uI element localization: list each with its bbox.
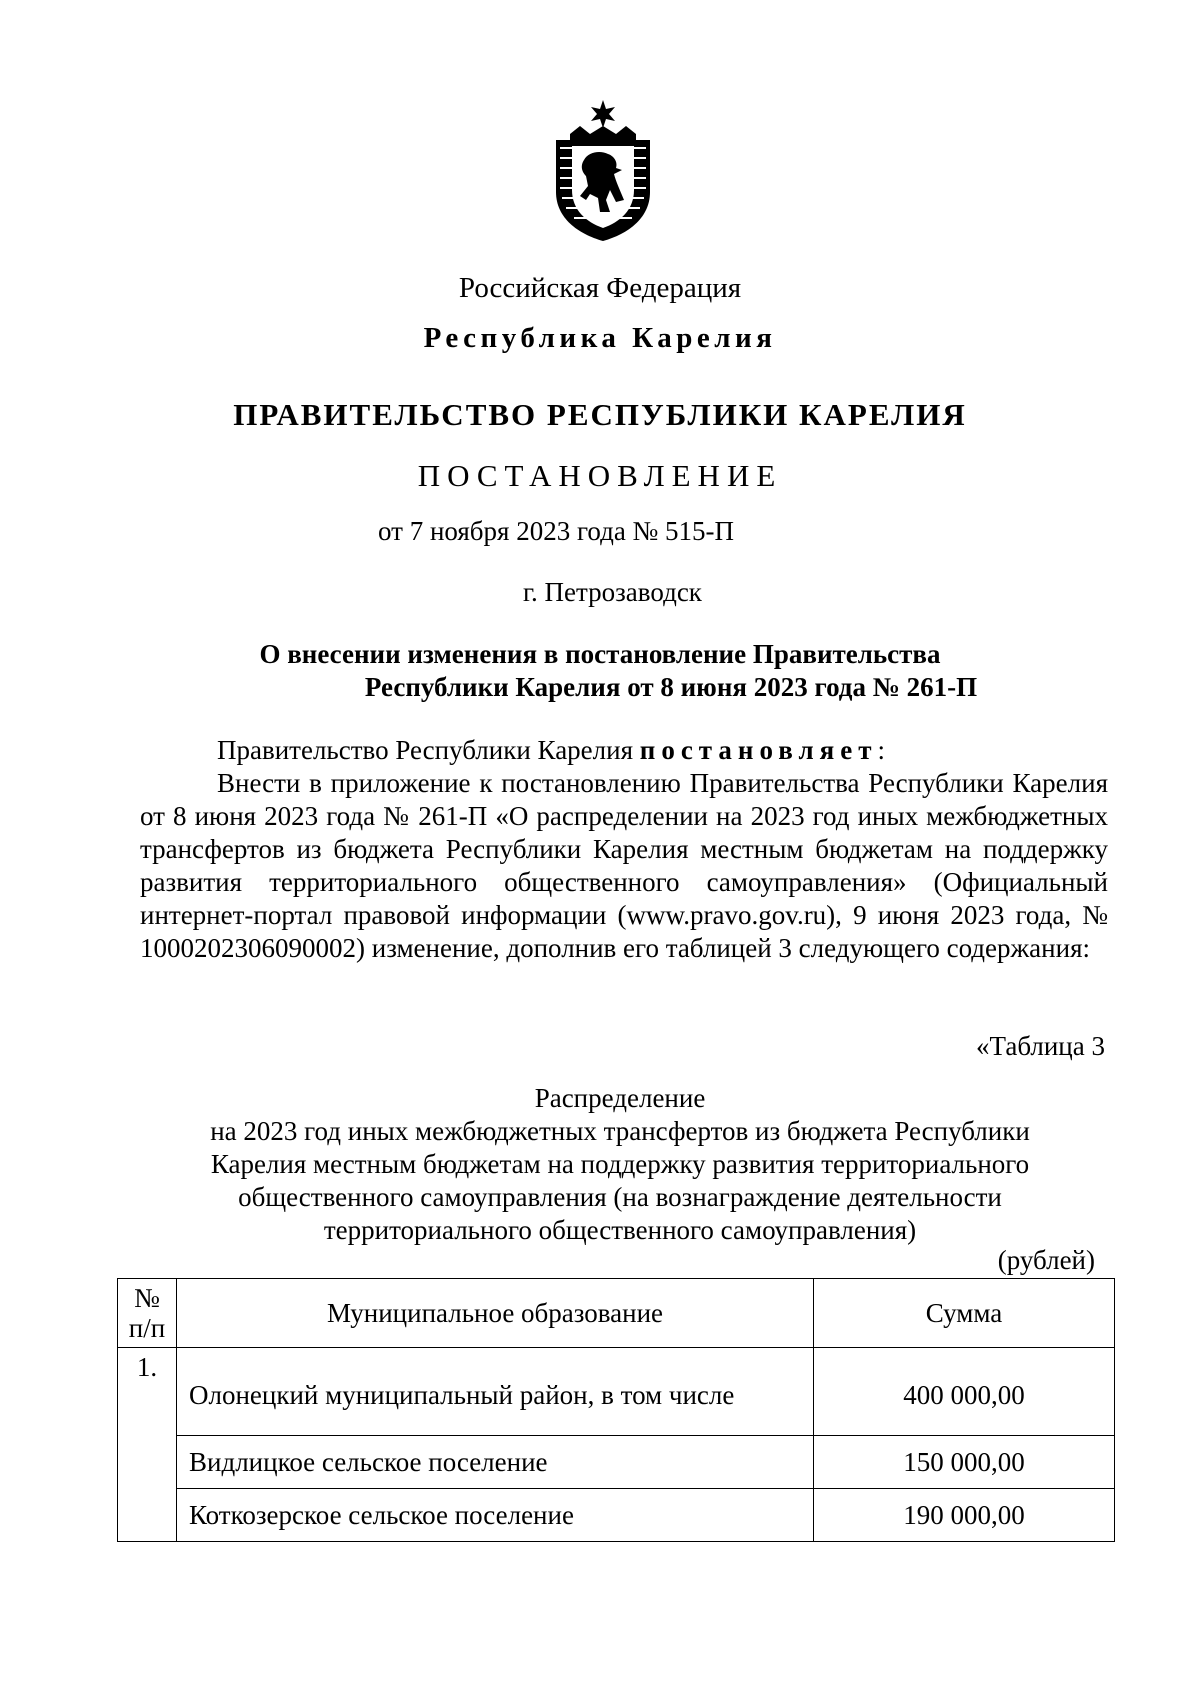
resolve-prefix: Правительство Республики Карелия [217, 735, 640, 765]
table-header-row [118, 1279, 1115, 1348]
subject-line-1: О внесении изменения в постановление Правительства [259, 639, 941, 669]
government-name: ПРАВИТЕЛЬСТВО РЕСПУБЛИКИ КАРЕЛИЯ [233, 397, 967, 432]
table-label: «Таблица 3 [976, 1031, 1105, 1061]
amount: 400 000,00 [814, 1348, 1115, 1436]
distribution-title-line: общественного самоуправления (на вознаграждение деятельности [238, 1182, 1002, 1212]
table-row [118, 1489, 1115, 1542]
main-paragraph: Внести в приложение к постановлению Правительства Республики Карелия от 8 июня 2023 года № 261-П «О распределении на 2023 год иных межбюджетных трансфертов из бюджета Республики Карелия местным бюджетам на поддержку развития территориального общественного самоуправления» (Официальный интернет-портал правовой информации (www.pravo.gov.ru), 9 июня 2023 года, № 1000202306090002) изменение, дополнив его таблицей 3 следующего содержания: [140, 768, 1108, 963]
municipality-name: Коткозерское сельское поселение [177, 1489, 814, 1542]
decree-subject [150, 638, 1050, 704]
distribution-title-line: территориального общественного самоуправления) [323, 1215, 917, 1245]
allocation-table [117, 1278, 1115, 1542]
column-header-sum: Сумма [814, 1279, 1115, 1348]
resolve-word: постановляет [639, 735, 878, 765]
amount: 150 000,00 [814, 1436, 1115, 1489]
resolve-suffix: : [877, 735, 886, 765]
units-label: (рублей) [997, 1245, 1095, 1275]
distribution-title-line: Распределение [534, 1083, 706, 1113]
subject-line-2: Республики Карелия от 8 июня 2023 года № 261-П [364, 672, 978, 702]
column-header-number-line2: п/п [128, 1313, 166, 1343]
municipality-name: Видлицкое сельское поселение [177, 1436, 814, 1489]
resolve-paragraph [140, 734, 1108, 767]
distribution-title-line: Карелия местным бюджетам на поддержку развития территориального [210, 1149, 1030, 1179]
column-header-number-line1: № [134, 1283, 160, 1313]
republic-name: Республика Карелия [423, 322, 777, 354]
distribution-title-line: на 2023 год иных межбюджетных трансфертов из бюджета Республики [210, 1116, 1030, 1146]
table-row [118, 1348, 1115, 1436]
amount: 190 000,00 [814, 1489, 1115, 1542]
distribution-title [100, 1082, 1140, 1247]
country-name: Российская Федерация [458, 272, 742, 304]
decree-date-number: от 7 ноября 2023 года № 515-П [378, 516, 735, 546]
table-row [118, 1436, 1115, 1489]
document-type: ПОСТАНОВЛЕНИЕ [417, 458, 783, 493]
karelia-coat-of-arms-icon [550, 100, 656, 242]
row-number: 1. [118, 1348, 177, 1542]
column-header-number [118, 1279, 177, 1348]
municipality-name: Олонецкий муниципальный район, в том числе [177, 1348, 814, 1436]
column-header-municipality: Муниципальное образование [177, 1279, 814, 1348]
city: г. Петрозаводск [523, 577, 702, 607]
